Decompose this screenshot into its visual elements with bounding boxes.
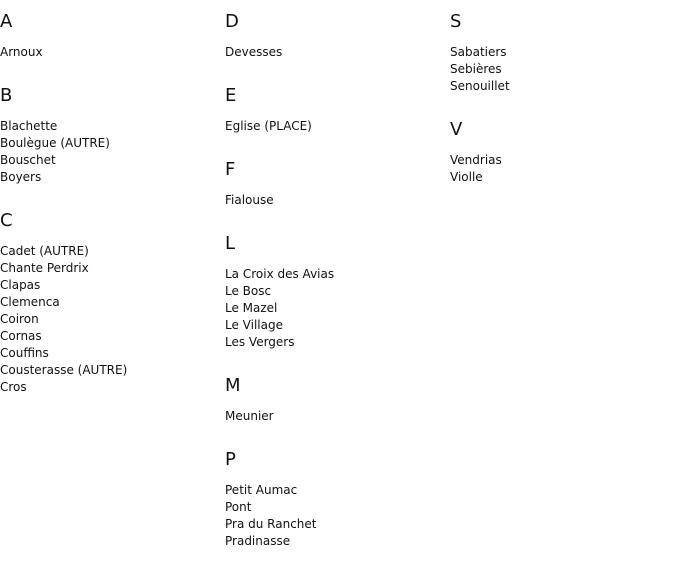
letter-heading: A xyxy=(0,11,13,32)
street-list xyxy=(450,44,670,95)
letter-heading: S xyxy=(450,11,462,32)
street-link[interactable]: Boyers xyxy=(0,170,42,184)
letter-heading: M xyxy=(225,375,241,396)
letter-group-p xyxy=(225,448,445,550)
street-link[interactable]: Clemenca xyxy=(0,295,60,309)
street-link[interactable]: Clapas xyxy=(0,278,41,292)
street-list xyxy=(225,266,445,351)
letter-group-c xyxy=(0,209,220,396)
street-link[interactable]: La Croix des Avias xyxy=(225,267,335,281)
index-column-2 xyxy=(225,10,445,573)
street-link[interactable]: Meunier xyxy=(225,409,274,423)
street-link[interactable]: Fialouse xyxy=(225,193,274,207)
street-link[interactable]: Devesses xyxy=(225,45,283,59)
letter-heading: P xyxy=(225,449,236,470)
street-link[interactable]: Violle xyxy=(450,170,483,184)
letter-group-v xyxy=(450,118,670,186)
street-list xyxy=(225,482,445,550)
letter-group-m xyxy=(225,374,445,425)
street-list xyxy=(0,243,220,396)
street-link[interactable]: Blachette xyxy=(0,119,58,133)
street-link[interactable]: Eglise (PLACE) xyxy=(225,119,312,133)
street-list xyxy=(0,44,220,61)
street-link[interactable]: Bouschet xyxy=(0,153,56,167)
street-link[interactable]: Sebières xyxy=(450,62,502,76)
street-link[interactable]: Cousterasse (AUTRE) xyxy=(0,363,128,377)
letter-heading: C xyxy=(0,210,13,231)
street-link[interactable]: Sabatiers xyxy=(450,45,507,59)
letter-heading: E xyxy=(225,85,237,106)
street-link[interactable]: Cornas xyxy=(0,329,42,343)
letter-group-d xyxy=(225,10,445,61)
letter-group-l xyxy=(225,232,445,351)
street-list xyxy=(225,118,445,135)
index-column-1 xyxy=(0,10,220,419)
street-link[interactable]: Arnoux xyxy=(0,45,43,59)
letter-group-a xyxy=(0,10,220,61)
street-link[interactable]: Chante Perdrix xyxy=(0,261,89,275)
street-link[interactable]: Petit Aumac xyxy=(225,483,298,497)
street-link[interactable]: Pra du Ranchet xyxy=(225,517,317,531)
letter-heading: F xyxy=(225,159,236,180)
letter-heading: V xyxy=(450,119,463,140)
letter-heading: L xyxy=(225,233,236,254)
street-list xyxy=(225,408,445,425)
street-link[interactable]: Couffins xyxy=(0,346,49,360)
street-list xyxy=(0,118,220,186)
street-link[interactable]: Vendrias xyxy=(450,153,502,167)
street-list xyxy=(450,152,670,186)
street-link[interactable]: Boulègue (AUTRE) xyxy=(0,136,110,150)
letter-heading: D xyxy=(225,11,239,32)
street-link[interactable]: Coiron xyxy=(0,312,39,326)
street-link[interactable]: Le Village xyxy=(225,318,283,332)
letter-group-b xyxy=(0,84,220,186)
letter-group-e xyxy=(225,84,445,135)
street-list xyxy=(225,44,445,61)
street-list xyxy=(225,192,445,209)
street-link[interactable]: Les Vergers xyxy=(225,335,295,349)
street-link[interactable]: Cros xyxy=(0,380,27,394)
street-link[interactable]: Senouillet xyxy=(450,79,510,93)
street-link[interactable]: Pradinasse xyxy=(225,534,291,548)
street-link[interactable]: Pont xyxy=(225,500,252,514)
street-link[interactable]: Le Bosc xyxy=(225,284,272,298)
letter-heading: B xyxy=(0,85,13,106)
letter-group-f xyxy=(225,158,445,209)
letter-group-s xyxy=(450,10,670,95)
street-link[interactable]: Cadet (AUTRE) xyxy=(0,244,89,258)
street-link[interactable]: Le Mazel xyxy=(225,301,278,315)
index-column-3 xyxy=(450,10,670,209)
